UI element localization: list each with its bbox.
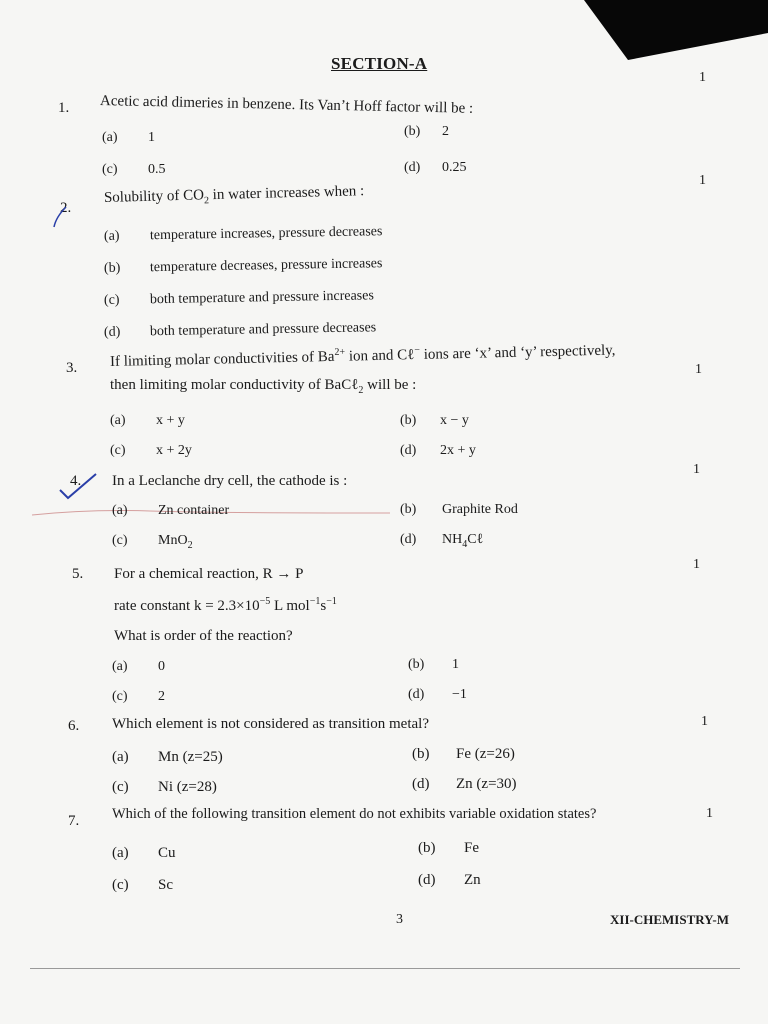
q5-text-sup: −1 bbox=[309, 596, 321, 607]
q7-option-c[interactable] bbox=[112, 877, 173, 894]
option-text: both temperature and pressure increases bbox=[149, 288, 374, 308]
q6-option-b[interactable] bbox=[412, 746, 515, 763]
option-text: Fe (z=26) bbox=[456, 746, 515, 762]
option-label: (b) bbox=[400, 502, 417, 517]
q5-text-sup: −5 bbox=[259, 596, 271, 607]
question-7-marks: 1 bbox=[706, 806, 713, 821]
option-label: (d) bbox=[408, 687, 425, 702]
question-4-text: In a Leclanche dry cell, the cathode is : bbox=[112, 473, 348, 489]
q3-text-sup: − bbox=[414, 344, 421, 357]
question-1-marks: 1 bbox=[699, 70, 706, 85]
option-label: (a) bbox=[110, 413, 126, 428]
option-text: Graphite Rod bbox=[442, 502, 518, 517]
question-5-number: 5. bbox=[72, 566, 84, 582]
paper-code: XII-CHEMISTRY-M bbox=[610, 912, 729, 927]
option-text: 1 bbox=[148, 130, 155, 145]
question-2-text bbox=[104, 183, 365, 209]
q5-option-b[interactable] bbox=[408, 657, 459, 673]
option-text: Zn (z=30) bbox=[456, 776, 517, 792]
q4-option-a[interactable] bbox=[112, 503, 229, 519]
option-label: (b) bbox=[408, 657, 425, 672]
question-3-number: 3. bbox=[66, 360, 78, 376]
q5-option-a[interactable] bbox=[112, 659, 165, 675]
question-5-marks: 1 bbox=[693, 557, 700, 572]
option-text: temperature decreases, pressure increases bbox=[149, 256, 383, 276]
option-text: Mn (z=25) bbox=[158, 749, 223, 765]
q4-option-d[interactable] bbox=[400, 532, 483, 550]
option-label: (d) bbox=[400, 443, 417, 458]
option-text: Zn container bbox=[158, 503, 230, 518]
section-title: SECTION-A bbox=[331, 54, 428, 73]
q3-text-part: then limiting molar conductivity of BaCℓ bbox=[110, 377, 359, 393]
q3-text-sub: 2 bbox=[358, 385, 364, 396]
q3-text-part: If limiting molar conductivities of Ba bbox=[109, 348, 335, 370]
option-label: (c) bbox=[112, 689, 128, 704]
pen-mark-icon bbox=[50, 203, 72, 231]
q5-option-d[interactable] bbox=[408, 687, 467, 703]
option-text: x + 2y bbox=[156, 443, 192, 458]
option-label: (a) bbox=[112, 659, 128, 674]
option-label: (a) bbox=[102, 130, 118, 145]
q2-option-c[interactable] bbox=[104, 288, 374, 309]
option-label: (b) bbox=[400, 413, 417, 428]
page-number: 3 bbox=[396, 912, 403, 927]
option-text: Zn bbox=[464, 872, 481, 888]
question-3-line-2 bbox=[110, 377, 416, 396]
q2-option-d[interactable] bbox=[104, 320, 376, 341]
option-label: (d) bbox=[418, 872, 436, 888]
option-label: (d) bbox=[412, 776, 430, 792]
q1-option-d[interactable] bbox=[404, 160, 467, 176]
option-text: Sc bbox=[158, 877, 173, 893]
q4-option-c[interactable] bbox=[112, 533, 193, 551]
q3-option-d[interactable] bbox=[400, 443, 476, 459]
question-2-marks: 1 bbox=[699, 173, 706, 188]
question-6-number: 6. bbox=[68, 718, 80, 734]
option-text-sub: 4 bbox=[462, 538, 468, 550]
option-label: (b) bbox=[103, 260, 121, 276]
option-label: (b) bbox=[404, 124, 421, 139]
page-edge bbox=[30, 968, 740, 969]
q1-option-b[interactable] bbox=[404, 124, 449, 140]
option-label: (b) bbox=[418, 840, 436, 856]
q4-option-b[interactable] bbox=[400, 502, 518, 518]
q6-option-c[interactable] bbox=[112, 779, 217, 796]
question-4-marks: 1 bbox=[693, 462, 700, 477]
option-label: (a) bbox=[112, 503, 128, 518]
q1-option-c[interactable] bbox=[102, 162, 166, 178]
option-text: 2 bbox=[158, 689, 165, 704]
option-label: (a) bbox=[103, 228, 120, 244]
option-text: 0.5 bbox=[148, 162, 166, 177]
q2-text-part: in water increases when : bbox=[208, 183, 365, 204]
q3-option-c[interactable] bbox=[110, 443, 192, 459]
option-text-sub: 2 bbox=[187, 539, 193, 551]
q2-text-part: Solubility of CO bbox=[103, 187, 205, 206]
q5-option-c[interactable] bbox=[112, 689, 165, 705]
q2-text-sub: 2 bbox=[203, 195, 210, 207]
q5-text-part: rate constant k = 2.3×10 bbox=[114, 598, 260, 614]
option-label: (c) bbox=[112, 779, 129, 795]
option-text: Fe bbox=[464, 840, 479, 856]
option-text: MnO bbox=[158, 533, 188, 548]
option-label: (c) bbox=[102, 162, 118, 177]
question-6-marks: 1 bbox=[701, 714, 708, 729]
option-label: (c) bbox=[110, 443, 126, 458]
option-text: −1 bbox=[452, 687, 467, 702]
option-text: 2 bbox=[442, 124, 449, 139]
q5-text-part: L mol bbox=[270, 598, 310, 614]
question-5-subquestion: What is order of the reaction? bbox=[114, 628, 293, 644]
question-7-number: 7. bbox=[68, 813, 80, 829]
option-text: x + y bbox=[156, 413, 185, 428]
question-3-line-1 bbox=[110, 341, 616, 371]
q1-option-a[interactable] bbox=[102, 130, 155, 146]
q3-text-part: will be : bbox=[363, 377, 417, 393]
q6-option-d[interactable] bbox=[412, 776, 517, 793]
option-text: 2x + y bbox=[440, 443, 476, 458]
question-3-marks: 1 bbox=[695, 362, 702, 377]
option-label: (c) bbox=[103, 292, 120, 308]
option-label: (d) bbox=[400, 532, 417, 547]
scan-shadow bbox=[568, 0, 768, 60]
question-2-number: 2. bbox=[60, 200, 72, 216]
option-text: both temperature and pressure decreases bbox=[149, 320, 377, 340]
q5-text-part: s bbox=[320, 598, 327, 614]
option-text: Ni (z=28) bbox=[158, 779, 217, 795]
option-label: (d) bbox=[103, 324, 121, 340]
option-text: Cu bbox=[158, 845, 176, 861]
option-label: (b) bbox=[412, 746, 430, 762]
q7-option-b[interactable] bbox=[418, 840, 479, 857]
option-text: 1 bbox=[452, 657, 459, 672]
option-text: x − y bbox=[440, 413, 469, 428]
q3-text-part: ion and Cℓ bbox=[344, 347, 415, 365]
option-text: temperature increases, pressure decreases bbox=[149, 224, 383, 244]
q2-option-a[interactable] bbox=[104, 224, 383, 245]
option-text: Cℓ bbox=[467, 532, 484, 547]
q3-text-part: ions are ‘x’ and ‘y’ respectively, bbox=[419, 342, 616, 363]
question-5-rate-constant bbox=[114, 596, 337, 615]
option-label: (a) bbox=[112, 845, 129, 861]
question-5-text: For a chemical reaction, R → P bbox=[114, 566, 304, 582]
question-1-number: 1. bbox=[58, 100, 70, 116]
question-7-text: Which of the following transition element do not exhibits variable oxidation states? bbox=[112, 806, 597, 822]
checkmark-icon bbox=[56, 470, 100, 504]
q7-option-d[interactable] bbox=[418, 872, 481, 889]
q3-option-a[interactable] bbox=[110, 413, 185, 429]
option-label: (c) bbox=[112, 877, 129, 893]
q6-option-a[interactable] bbox=[112, 749, 223, 766]
q5-text-sup: −1 bbox=[326, 596, 337, 607]
option-text: NH bbox=[442, 532, 463, 547]
option-label: (a) bbox=[112, 749, 129, 765]
option-text: 0.25 bbox=[442, 160, 467, 175]
option-label: (d) bbox=[404, 160, 421, 175]
option-text: 0 bbox=[158, 659, 165, 674]
q3-option-b[interactable] bbox=[400, 413, 469, 429]
q2-option-b[interactable] bbox=[104, 256, 383, 277]
question-6-text: Which element is not considered as transition metal? bbox=[112, 716, 429, 732]
question-1-text: Acetic acid dimeries in benzene. Its Van’t Hoff factor will be : bbox=[99, 93, 474, 117]
option-label: (c) bbox=[112, 533, 128, 548]
q3-text-sup: 2+ bbox=[334, 346, 346, 358]
question-4-number: 4. bbox=[70, 473, 82, 489]
q7-option-a[interactable] bbox=[112, 845, 176, 862]
